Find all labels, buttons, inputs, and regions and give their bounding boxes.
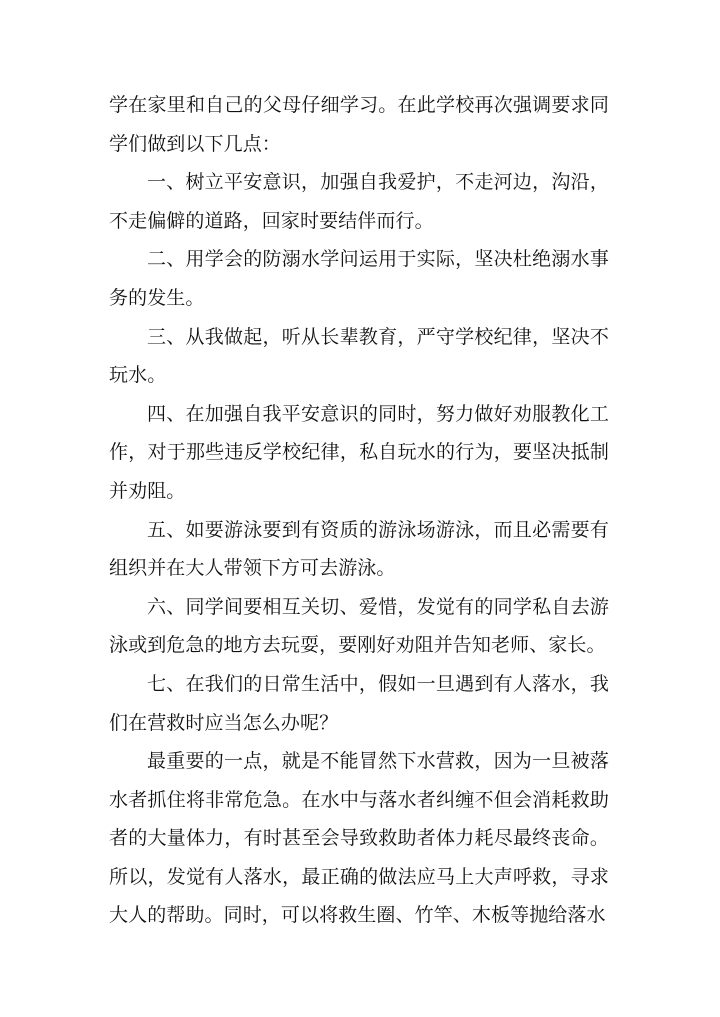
paragraph-point-4: 四、在加强自我平安意识的同时，努力做好劝服教化工作，对于那些违反学校纪律，私自玩水的行为，要坚决抵制并劝阻。 — [109, 402, 609, 502]
paragraph-point-7: 七、在我们的日常生活中，假如一旦遇到有人落水，我们在营救时应当怎么办呢？ — [109, 672, 609, 734]
document-body — [109, 86, 609, 935]
paragraph-point-2: 二、用学会的防溺水学问运用于实际，坚决杜绝溺水事务的发生。 — [109, 248, 609, 309]
paragraph-continuation: 学在家里和自己的父母仔细学习。在此学校再次强调要求同学们做到以下几点： — [109, 94, 609, 155]
paragraph-point-3: 三、从我做起，听从长辈教育，严守学校纪律，坚决不玩水。 — [109, 325, 609, 387]
paragraph-rescue-advice: 最重要的一点，就是不能冒然下水营救，因为一旦被落水者抓住将非常危急。在水中与落水者纠缠不但会消耗救助者的大量体力，有时甚至会导致救助者体力耗尽最终丧命。所以，发觉有人落水，最正确的做法应马上大声呼救，寻求大人的帮助。同时，可以将救生圈、竹竿、木板等抛给落水 — [109, 750, 609, 927]
paragraph-point-5: 五、如要游泳要到有资质的游泳场游泳，而且必需要有组织并在大人带领下方可去游泳。 — [109, 518, 609, 580]
paragraph-point-6: 六、同学间要相互关切、爱惜，发觉有的同学私自去游泳或到危急的地方去玩耍，要刚好劝阻并告知老师、家长。 — [109, 595, 609, 657]
paragraph-point-1: 一、树立平安意识，加强自我爱护，不走河边，沟沿，不走偏僻的道路，回家时要结伴而行。 — [109, 171, 609, 232]
